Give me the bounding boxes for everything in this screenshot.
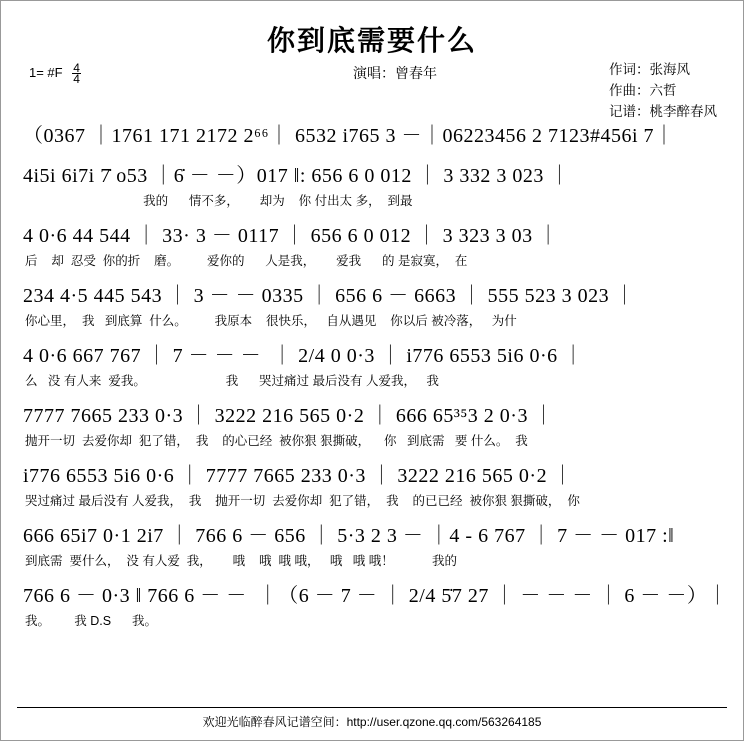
lyrics-row: 我的 情不多， 却为 你 付出太 多， 到最	[25, 194, 413, 208]
score-line	[23, 521, 725, 571]
lyrics-row: 后 却 忍受 你的折 磨。 爱你的 人是我， 爱我 的 是寂寞， 在	[25, 254, 468, 268]
lyrics-row: 么 没 有人来 爱我。 我 哭过痛过 最后没有 人爱我， 我	[25, 374, 439, 388]
score-line	[23, 581, 728, 631]
score-line	[23, 161, 725, 211]
score-line	[23, 401, 725, 451]
lyrics-row: 我。 我 D.S 我。	[25, 614, 157, 628]
credits-block	[609, 59, 717, 122]
key-signature	[29, 63, 81, 84]
footer-divider	[17, 707, 727, 708]
credit-composer: 作曲：六哲	[609, 83, 677, 98]
lyrics-row: 到底需 要什么， 没 有人爱 我， 哦 哦 哦 哦， 哦 哦 哦！ 我的	[25, 554, 457, 568]
lyrics-row: 抛开一切 去爱你却 犯了错， 我 的心已经 被你狠 狠撕破， 你 到底需 要 什么。 我	[25, 434, 528, 448]
time-signature-denominator: 4	[73, 72, 80, 86]
time-signature	[72, 63, 81, 84]
notation-row: i776 6553 5i6 0·6 ｜ 7777 7665 233 0·3 ｜ 3222 216 565 0·2 ｜	[23, 465, 574, 487]
notation-row: 666 65i7 0·1 2i7 ｜ 766 6 － 656 ｜ 5·3 2 3 － ｜4 - 6 767 ｜ 7 － － 017 :‖	[23, 525, 675, 547]
notation-row: （0367 ｜1761 171 2172 2⁶⁶｜ 6532 i765 3 －｜06223456 2 7123#456i 7｜	[23, 125, 675, 147]
score-line	[23, 341, 725, 391]
key-signature-text: 1= #F	[29, 64, 63, 80]
credit-lyricist: 作词：张海风	[609, 62, 690, 77]
footer-text: 欢迎光临醉春风记谱空间：http://user.qzone.qq.com/563264185	[202, 715, 542, 729]
notation-row: 4 0·6 667 767 ｜ 7 － － － ｜ 2/4 0 0·3 ｜ i776 6553 5i6 0·6 ｜	[23, 345, 584, 367]
page-title: 你到底需要什么	[266, 25, 477, 56]
score-body	[23, 121, 728, 641]
credit-transcriber: 记谱：桃李醉春风	[609, 104, 717, 119]
singer-label: 演唱：曾春年	[353, 65, 437, 81]
score-line	[23, 121, 725, 151]
notation-row: 234 4·5 445 543 ｜ 3 － － 0335 ｜ 656 6 － 6663 ｜ 555 523 3 023 ｜	[23, 285, 636, 307]
lyrics-row: 你心里， 我 到底算 什么。 我原本 很快乐， 自从遇见 你以后 被冷落， 为什	[25, 314, 517, 328]
notation-row: 4 0·6 44 544 ｜ 33· 3 － 0117 ｜ 656 6 0 012 ｜ 3 323 3 03 ｜	[23, 225, 559, 247]
time-signature-numerator: 4	[73, 61, 80, 75]
score-line	[23, 281, 725, 331]
score-line	[23, 461, 725, 511]
notation-row: 7777 7665 233 0·3 ｜ 3222 216 565 0·2 ｜ 666 65³⁵3 2 0·3 ｜	[23, 405, 554, 427]
notation-row: 766 6 － 0·3 ‖ 766 6 － － ｜（6 － 7 － ｜ 2/4 5̇7 27 ｜ － － － ｜ 6 － －）｜	[23, 585, 728, 607]
score-line	[23, 221, 725, 271]
lyrics-row: 哭过痛过 最后没有 人爱我， 我 抛开一切 去爱你却 犯了错， 我 的已已经 被你狠 狠撕破， 你	[25, 494, 580, 508]
notation-row: 4i5i 6i7i 7̇ o53 ｜6̇ － －）017 ‖: 656 6 0 012 ｜ 3 332 3 023 ｜	[23, 165, 570, 187]
